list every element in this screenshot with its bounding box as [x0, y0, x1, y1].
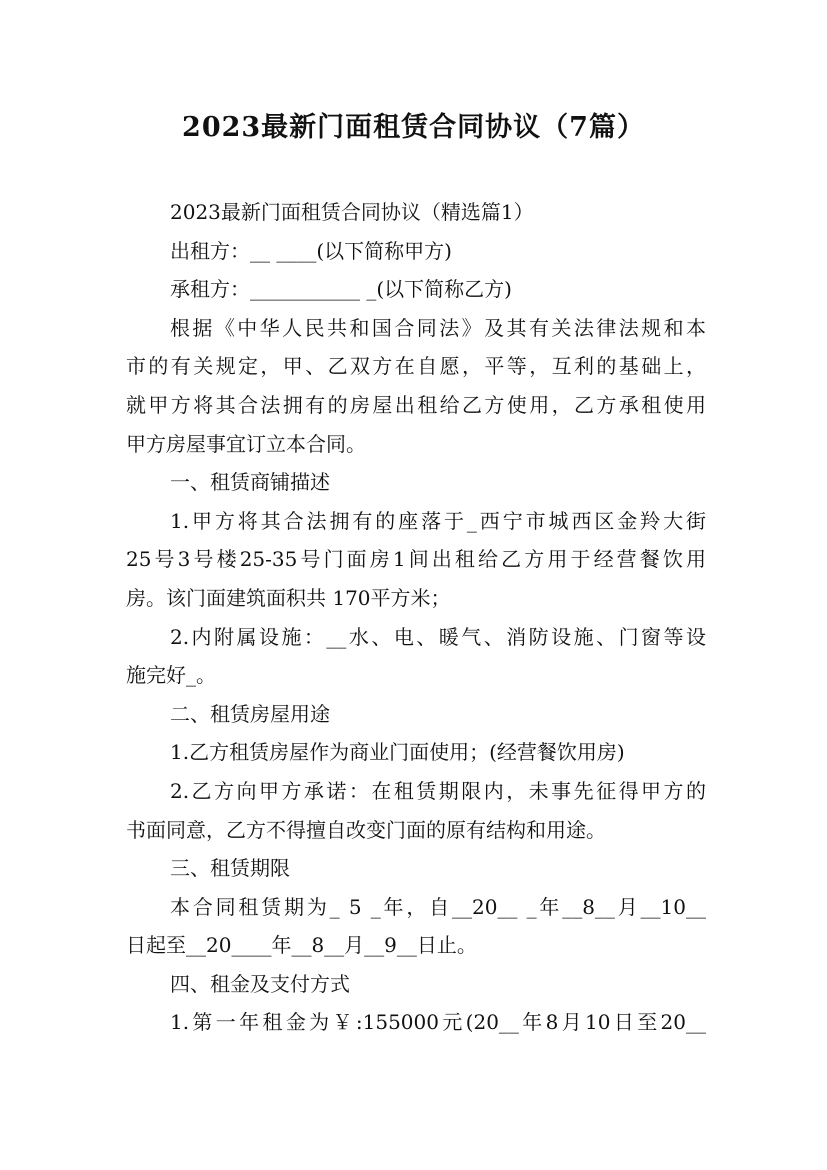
clause-heading: 二、租赁房屋用途 [170, 701, 330, 726]
paragraph-line: 25号3号楼25-35号门面房1间出租给乙方用于经营餐饮用 [126, 547, 706, 572]
document-title: 2023最新门面租赁合同协议（7篇） [182, 112, 645, 143]
paragraph-line: 就甲方将其合法拥有的房屋出租给乙方使用，乙方承租使用 [126, 392, 706, 417]
clause-heading: 三、租赁期限 [170, 856, 290, 881]
lessee-line: 承租方：___________ _(以下简称乙方) [170, 277, 512, 302]
section-heading: 2023最新门面租赁合同协议（精选篇1） [170, 200, 534, 224]
paragraph-line: 根据《中华人民共和国合同法》及其有关法律法规和本 [170, 315, 706, 340]
lessor-line: 出租方：__ ____(以下简称甲方) [170, 238, 452, 263]
document-body [126, 193, 706, 1042]
paragraph-line: 房。该门面建筑面积共 170平方米； [126, 585, 451, 610]
clause-heading: 四、租金及支付方式 [170, 971, 350, 996]
paragraph-line: 1.乙方租赁房屋作为商业门面使用；(经营餐饮用房) [170, 740, 625, 765]
clause-heading: 一、租赁商铺描述 [170, 470, 330, 495]
paragraph-line: 本合同租赁期为_ 5 _年，自__20__ _年__8__月__10__ [170, 894, 706, 919]
paragraph-line: 2.乙方向甲方承诺：在租赁期限内，未事先征得甲方的 [170, 778, 706, 803]
paragraph-line: 1.第一年租金为￥:155000元(20__年8月10日至20__ [170, 1010, 706, 1035]
paragraph-line: 市的有关规定，甲、乙双方在自愿，平等，互利的基础上， [126, 354, 706, 379]
paragraph-line: 日起至__20____年__8__月__9__日止。 [126, 933, 477, 958]
paragraph-line: 施完好_。 [126, 663, 216, 688]
paragraph-line: 1.甲方将其合法拥有的座落于_西宁市城西区金羚大街 [170, 508, 706, 533]
paragraph-line: 甲方房屋事宜订立本合同。 [126, 431, 366, 456]
paragraph-line: 2.内附属设施：__水、电、暖气、消防设施、门窗等设 [170, 624, 706, 649]
paragraph-line: 书面同意，乙方不得擅自改变门面的原有结构和用途。 [126, 817, 606, 842]
